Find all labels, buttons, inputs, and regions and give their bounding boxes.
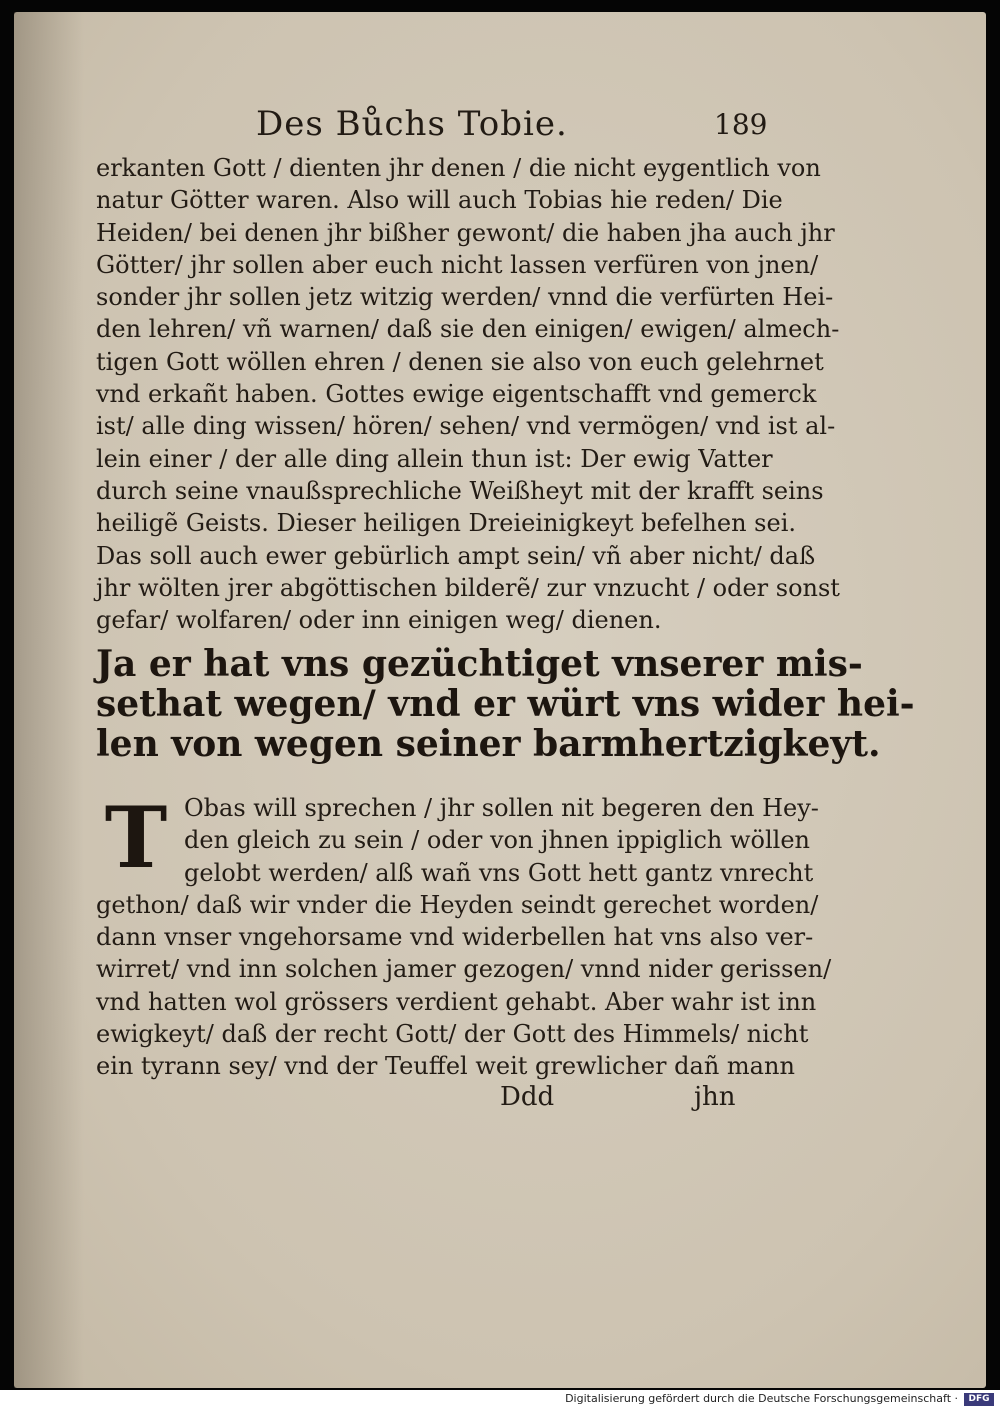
heading-line: sethat wegen/ vnd er würt vns wider hei- [96,683,915,725]
text-line: Obas will sprechen / jhr sollen nit begeren den Hey- [184,794,819,822]
text-line: wirret/ vnd inn solchen jamer gezogen/ vnnd nider gerissen/ [96,955,832,984]
page-number: 189 [714,108,768,141]
text-line: durch seine vnaußsprechliche Weißheyt mit der krafft seins [96,476,824,505]
text-line: den gleich zu sein / oder von jhnen ippiglich wöllen [184,826,811,855]
decorated-initial: T [104,788,168,887]
running-head-title: Des Bůchs Tobie. [256,104,568,144]
text-line: natur Götter waren. Also will auch Tobias hie reden/ Die [96,186,783,215]
book-page [14,12,986,1388]
running-head [14,104,986,148]
footer-credit[interactable]: Digitalisierung gefördert durch die Deutsche Forschungsgemeinschaft · [565,1392,958,1405]
text-line: lein einer / der alle ding allein thun ist: Der ewig Vatter [96,444,773,473]
text-line: den lehren/ vñ warnen/ daß sie den einigen/ ewigen/ almech- [96,315,840,344]
text-line: sonder jhr sollen jetz witzig werden/ vnnd die verfürten Hei- [96,283,834,312]
text-line: heiligẽ Geists. Dieser heiligen Dreieinigkeyt befelhen sei. [96,509,796,538]
text-line: gefar/ wolfaren/ oder inn einigen weg/ dienen. [96,606,662,635]
heading-line: Ja er hat vns gezüchtiget vnserer mis- [96,643,863,685]
footer-bar [0,1390,1000,1410]
text-line: tigen Gott wöllen ehren / denen sie also von euch gelehrnet [96,347,824,376]
text-line: ein tyrann sey/ vnd der Teuffel weit grewlicher dañ mann [96,1052,795,1081]
catchword: jhn [694,1082,736,1112]
signature-mark: Ddd [500,1082,555,1112]
binding-shadow [14,12,84,1388]
paragraph-2 [96,788,832,1083]
text-line: erkanten Gott / dienten jhr denen / die nicht eygentlich von [96,154,821,182]
paragraph-1 [96,152,840,636]
text-line: ist/ alle ding wissen/ hören/ sehen/ vnd vermögen/ vnd ist al- [96,412,836,441]
text-line: gethon/ daß wir vnder die Heyden seindt gerechet worden/ [96,890,819,919]
text-line: dann vnser vngehorsame vnd widerbellen hat vns also ver- [96,923,814,952]
text-line: Götter/ jhr sollen aber euch nicht lassen verfüren von jnen/ [96,250,819,279]
text-line: Das soll auch ewer gebürlich ampt sein/ vñ aber nicht/ daß [96,541,816,570]
text-line: vnd hatten wol grössers verdient gehabt. Aber wahr ist inn [96,987,817,1016]
text-line: Heiden/ bei denen jhr bißher gewont/ die haben jha auch jhr [96,218,835,247]
verse-heading [96,643,915,765]
dfg-logo-icon[interactable]: DFG [964,1393,994,1406]
text-line: ewigkeyt/ daß der recht Gott/ der Gott des Himmels/ nicht [96,1020,809,1049]
text-line: vnd erkañt haben. Gottes ewige eigentschafft vnd gemerck [96,380,817,409]
text-line: jhr wölten jrer abgöttischen bilderẽ/ zur vnzucht / oder sonst [96,573,840,602]
heading-line: len von wegen seiner barmhertzigkeyt. [96,723,881,765]
text-line: gelobt werden/ alß wañ vns Gott hett gantz vnrecht [184,858,814,887]
